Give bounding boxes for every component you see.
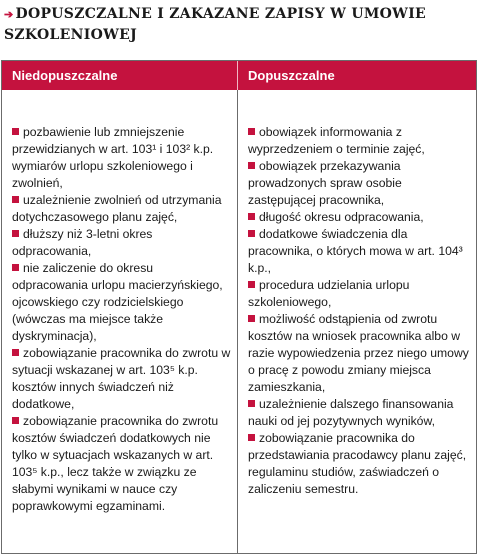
bullet-icon xyxy=(248,162,255,169)
bullet-icon xyxy=(248,315,255,322)
title-line-2: SZKOLENIOWEJ xyxy=(4,27,137,43)
bullet-icon xyxy=(248,128,255,135)
bullet-icon xyxy=(248,230,255,237)
bullet-icon xyxy=(12,417,19,424)
list-item: uzależnienie dalszego finansowania nauki od jej pozytywnych wyników, xyxy=(248,397,454,428)
bullet-icon xyxy=(12,264,19,271)
bullet-icon xyxy=(248,213,255,220)
list-item: obowiązek przekazywania prowadzonych spraw osobie zastępującej pracownika, xyxy=(248,159,402,207)
bullet-icon xyxy=(248,281,255,288)
table-header xyxy=(2,61,476,90)
list-item: obowiązek informowania z wyprzedzeniem o terminie zajęć, xyxy=(248,125,425,156)
bullet-icon xyxy=(12,128,19,135)
document-title xyxy=(4,4,474,46)
bullet-icon xyxy=(12,196,19,203)
list-item: dłuższy niż 3-letni okres odpracowania, xyxy=(12,227,153,258)
header-not-allowed: Niedopuszczalne xyxy=(2,61,238,90)
list-item: pozbawienie lub zmniejszenie przewidzianych w art. 103¹ i 103² k.p. wymiarów urlopu szkoleniowego i zwolnień, xyxy=(12,125,214,190)
not-allowed-column xyxy=(2,90,238,553)
bullet-icon xyxy=(248,400,255,407)
allowed-column xyxy=(238,90,476,553)
bullet-icon xyxy=(12,230,19,237)
list-item: zobowiązanie pracownika do zwrotu kosztów świadczeń dodatkowych nie tylko w sytuacjach wskazanych w art. 103⁵ k.p., lecz także w związku ze słabymi wynikami w nauce czy poprawkowymi egzaminami. xyxy=(12,414,219,513)
list-item: długość okresu odpracowania, xyxy=(248,209,470,226)
list-item: uzależnienie zwolnień od utrzymania dotychczasowego planu zajęć, xyxy=(12,193,222,224)
table-body xyxy=(2,90,476,553)
list-item: zobowiązanie pracownika do przedstawiania pracodawcy planu zajęć, regulaminu studiów, zaświadczeń o zaliczeniu semestru. xyxy=(248,431,467,496)
rules-table xyxy=(1,60,477,554)
list-item: nie zaliczenie do okresu odpracowania urlopu macierzyńskiego, ojcowskiego czy rodzicielskiego (wówczas ma miejsce także dyskryminacja), xyxy=(12,261,223,343)
list-item: zobowiązanie pracownika do zwrotu w sytuacji wskazanej w art. 103⁵ k.p. kosztów innych świadczeń niż dodatkowe, xyxy=(12,346,231,411)
list-item: możliwość odstąpienia od zwrotu kosztów na wniosek pracownika albo w razie wypowiedzenia przez niego umowy o pracę z powodu zmiany miejsca zamieszkania, xyxy=(248,312,469,394)
arrow-icon: ➔ xyxy=(4,8,14,21)
list-item: dodatkowe świadczenia dla pracownika, o których mowa w art. 104³ k.p., xyxy=(248,227,463,275)
bullet-icon xyxy=(248,434,255,441)
bullet-icon xyxy=(12,349,19,356)
title-line-1: DOPUSZCZALNE I ZAKAZANE ZAPISY W UMOWIE xyxy=(15,6,427,22)
list-item: procedura udzielania urlopu szkoleniowego, xyxy=(248,278,410,309)
header-allowed: Dopuszczalne xyxy=(248,68,335,83)
